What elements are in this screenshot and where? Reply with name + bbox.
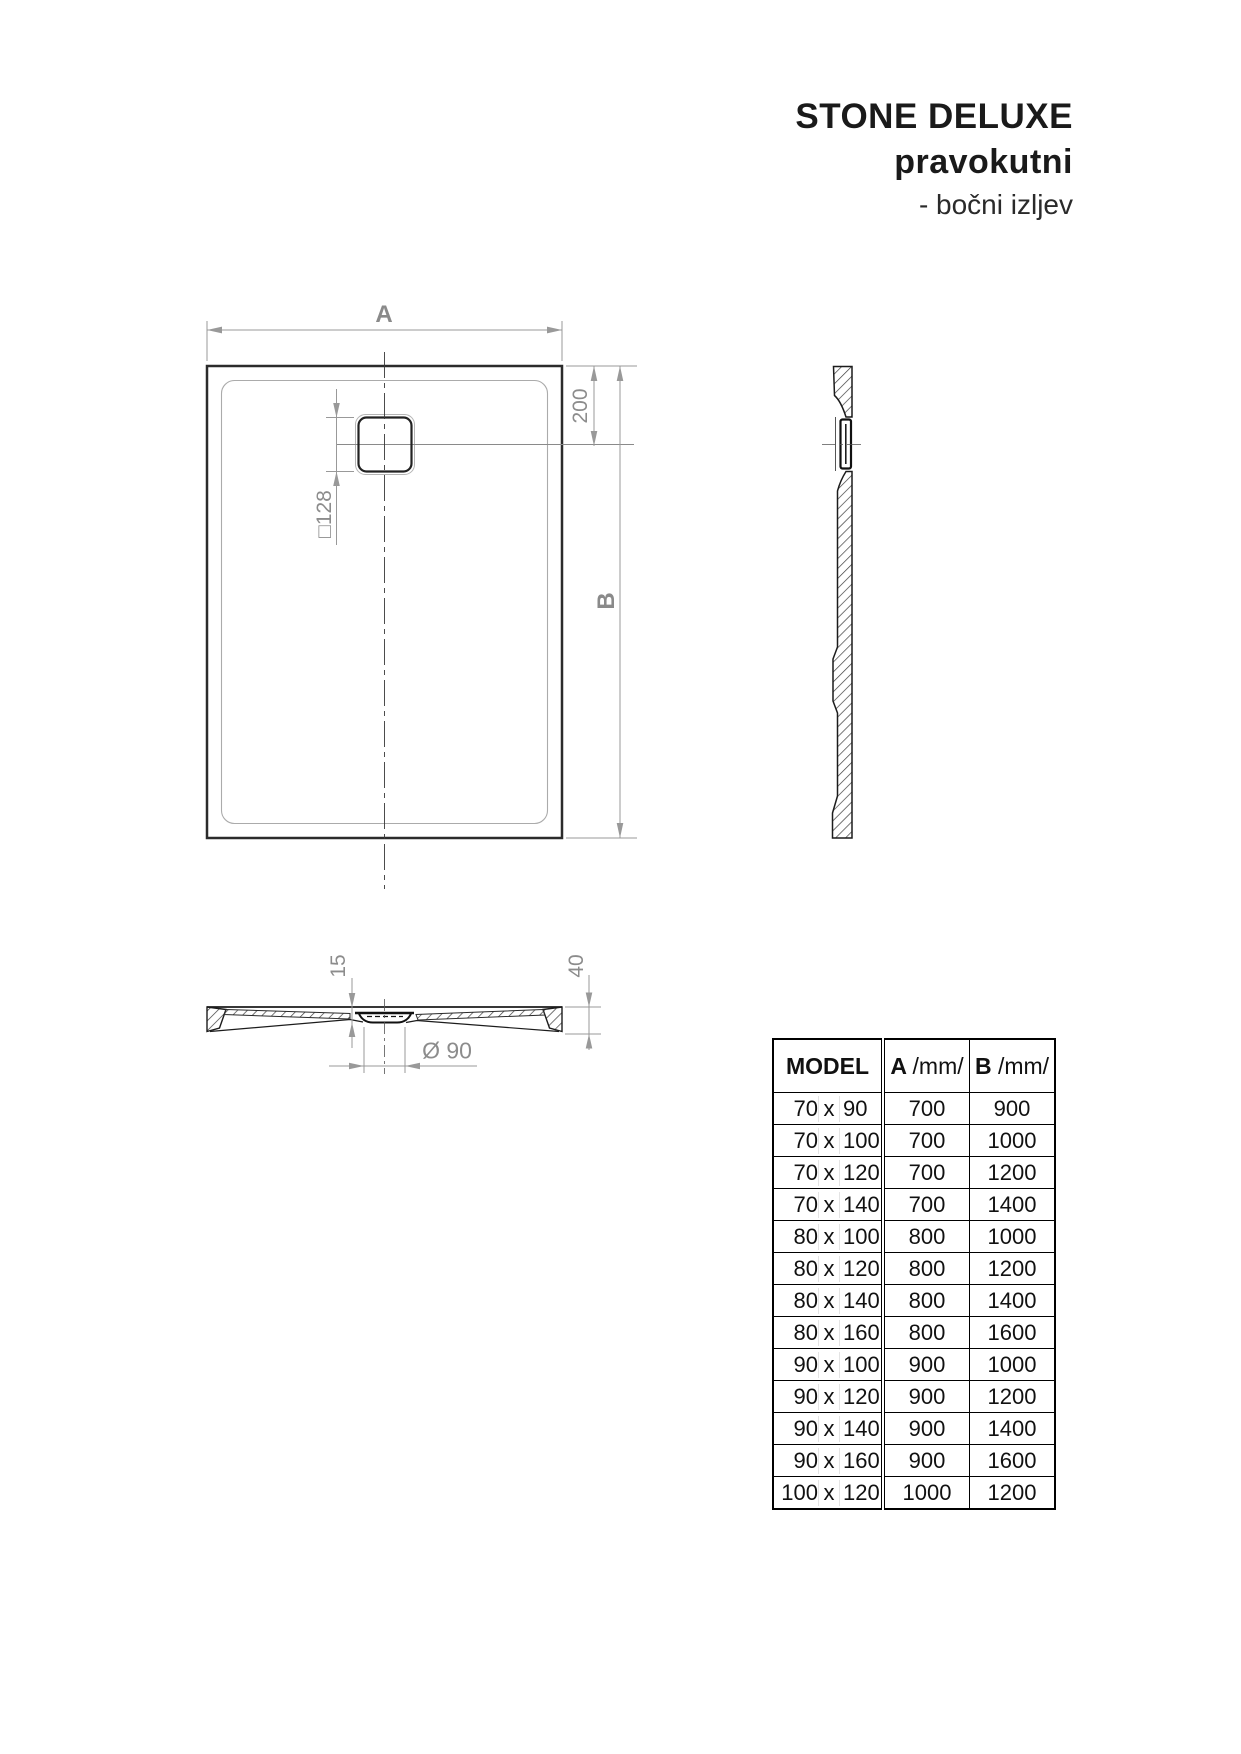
table-row xyxy=(773,1157,1055,1189)
table-row xyxy=(773,1221,1055,1253)
model-cell: 70 x 90 xyxy=(773,1093,883,1125)
a-value-cell: 800 xyxy=(883,1221,970,1253)
b-value-cell: 900 xyxy=(970,1093,1056,1125)
model-cell: 100 x 120 xyxy=(773,1477,883,1510)
table-row xyxy=(773,1477,1055,1510)
a-value-cell: 900 xyxy=(883,1381,970,1413)
table-row xyxy=(773,1317,1055,1349)
a-value-cell: 700 xyxy=(883,1093,970,1125)
table-row xyxy=(773,1381,1055,1413)
model-cell: 80 x 100 xyxy=(773,1221,883,1253)
b-value-cell: 1400 xyxy=(970,1413,1056,1445)
model-cell: 80 x 160 xyxy=(773,1317,883,1349)
table-row xyxy=(773,1413,1055,1445)
model-cell: 90 x 140 xyxy=(773,1413,883,1445)
header-a-mm: A /mm/ xyxy=(883,1039,970,1093)
cross-section-view xyxy=(207,975,601,1074)
a-value-cell: 700 xyxy=(883,1125,970,1157)
a-value-cell: 900 xyxy=(883,1349,970,1381)
model-cell: 70 x 140 xyxy=(773,1189,883,1221)
a-value-cell: 700 xyxy=(883,1157,970,1189)
table-row xyxy=(773,1349,1055,1381)
b-value-cell: 1600 xyxy=(970,1317,1056,1349)
a-value-cell: 800 xyxy=(883,1317,970,1349)
model-cell: 80 x 140 xyxy=(773,1285,883,1317)
dim-label-15: 15 xyxy=(327,954,350,978)
dim-label-B: B xyxy=(593,592,620,610)
b-value-cell: 1000 xyxy=(970,1349,1056,1381)
b-value-cell: 1200 xyxy=(970,1477,1056,1510)
product-variant: - bočni izljev xyxy=(918,189,1073,220)
b-value-cell: 1200 xyxy=(970,1253,1056,1285)
dim-label-200: 200 xyxy=(569,388,592,424)
dim-label-128: □128 xyxy=(313,490,336,538)
header-b-mm: B /mm/ xyxy=(970,1039,1056,1093)
model-cell: 90 x 160 xyxy=(773,1445,883,1477)
dim-label-diameter-90: Ø 90 xyxy=(422,1037,472,1064)
dim-label-40: 40 xyxy=(565,954,588,978)
a-value-cell: 900 xyxy=(883,1413,970,1445)
model-cell: 90 x 100 xyxy=(773,1349,883,1381)
b-value-cell: 1200 xyxy=(970,1157,1056,1189)
model-cell: 90 x 120 xyxy=(773,1381,883,1413)
size-table-body xyxy=(773,1093,1055,1510)
dim-label-A: A xyxy=(375,301,393,328)
b-value-cell: 1000 xyxy=(970,1125,1056,1157)
product-title: STONE DELUXE xyxy=(795,97,1073,136)
size-table xyxy=(772,1038,1056,1510)
b-value-cell: 1400 xyxy=(970,1189,1056,1221)
a-value-cell: 700 xyxy=(883,1189,970,1221)
table-row xyxy=(773,1253,1055,1285)
table-row xyxy=(773,1285,1055,1317)
table-row xyxy=(773,1445,1055,1477)
b-value-cell: 1400 xyxy=(970,1285,1056,1317)
model-cell: 80 x 120 xyxy=(773,1253,883,1285)
b-value-cell: 1600 xyxy=(970,1445,1056,1477)
table-row xyxy=(773,1093,1055,1125)
b-value-cell: 1000 xyxy=(970,1221,1056,1253)
model-cell: 70 x 120 xyxy=(773,1157,883,1189)
b-value-cell: 1200 xyxy=(970,1381,1056,1413)
a-value-cell: 800 xyxy=(883,1253,970,1285)
model-cell: 70 x 100 xyxy=(773,1125,883,1157)
table-header-row xyxy=(773,1039,1055,1093)
header-model: MODEL xyxy=(773,1039,883,1093)
side-section-view xyxy=(822,367,865,839)
a-value-cell: 800 xyxy=(883,1285,970,1317)
table-row xyxy=(773,1125,1055,1157)
table-row xyxy=(773,1189,1055,1221)
a-value-cell: 1000 xyxy=(883,1477,970,1510)
a-value-cell: 900 xyxy=(883,1445,970,1477)
product-subtitle: pravokutni xyxy=(894,143,1073,181)
